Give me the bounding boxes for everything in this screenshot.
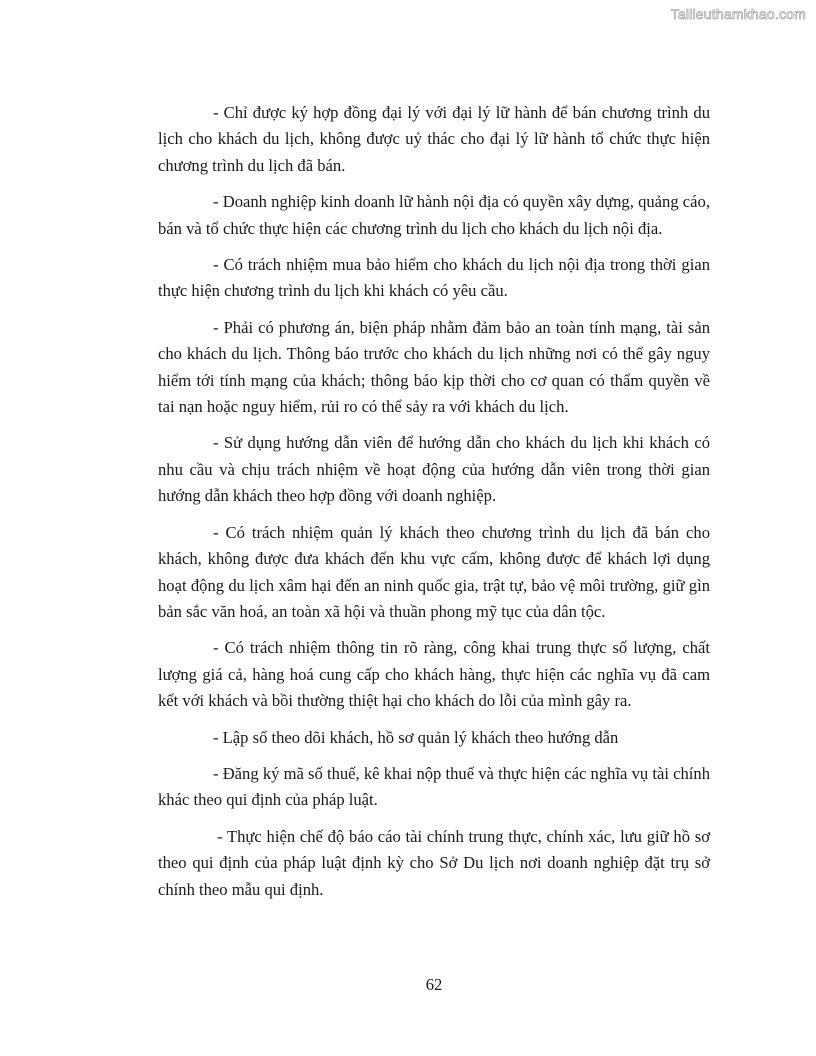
paragraph: - Đăng ký mã số thuế, kê khai nộp thuế và thực hiện các nghĩa vụ tài chính khác theo qui định của pháp luật. [158,763,710,810]
paragraph: - Thực hiện chế độ báo cáo tài chính trung thực, chính xác, lưu giữ hồ sơ theo qui định của pháp luật định kỳ cho Sở Du lịch nơi doanh nghiệp đặt trụ sở chính theo mẫu qui định. [158,826,710,899]
paragraph: - Chỉ được ký hợp đồng đại lý với đại lý lữ hành để bán chương trình du lịch cho khách du lịch, không được uỷ thác cho đại lý lữ hành tổ chức thực hiện chương trình du lịch đã bán. [158,103,710,175]
paragraph: - Có trách nhiệm mua bảo hiểm cho khách du lịch nội địa trong thời gian thực hiện chương trình du lịch khi khách có yêu cầu. [158,255,710,301]
paragraph: - Lập sổ theo dõi khách, hồ sơ quản lý khách theo hướng dẫn [213,727,619,747]
document-body [158,100,710,913]
paragraph: - Phải có phương án, biện pháp nhằm đảm bảo an toàn tính mạng, tài sản cho khách du lịch. Thông báo trước cho khách du lịch những nơi có thể gây nguy hiểm tới tính mạng của khách; thông báo kịp thời cho cơ quan có thẩm quyền về tai nạn hoặc nguy hiểm, rủi ro có thể sảy ra với khách du lịch. [158,317,710,417]
paragraph: - Sử dụng hướng dẫn viên để hướng dẫn cho khách du lịch khi khách có nhu cầu và chịu trách nhiệm về hoạt động của hướng dẫn viên trong thời gian hướng dẫn khách theo hợp đồng với doanh nghiệp. [158,433,710,506]
watermark-text: Tailieuthamkhao.com [670,6,806,22]
paragraph: - Có trách nhiệm quản lý khách theo chương trình du lịch đã bán cho khách, không được đưa khách đến khu vực cấm, không được để khách lợi dụng hoạt động du lịch xâm hại đến an ninh quốc gia, trật tự, bảo vệ môi trường, giữ gìn bản sắc văn hoá, an toàn xã hội và thuần phong mỹ tục của dân tộc. [158,522,710,621]
paragraph: - Doanh nghiệp kinh doanh lữ hành nội địa có quyền xây dựng, quảng cáo, bán và tổ chức thực hiện các chương trình du lịch cho khách du lịch nội địa. [158,192,710,238]
page-number: 62 [425,975,443,994]
paragraph: - Có trách nhiệm thông tin rõ ràng, công khai trung thực số lượng, chất lượng giá cả, hàng hoá cung cấp cho khách hàng, thực hiện các nghĩa vụ đã cam kết với khách và bồi thường thiệt hại cho khách do lỗi của mình gây ra. [158,638,710,711]
